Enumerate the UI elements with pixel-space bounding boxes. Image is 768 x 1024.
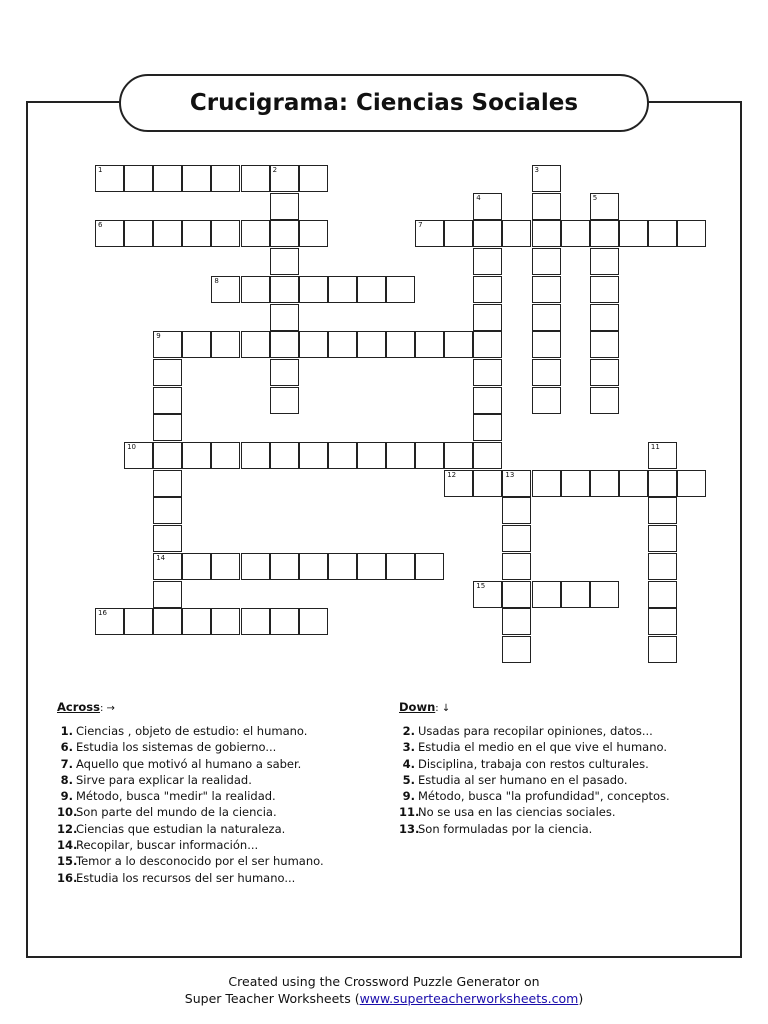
crossword-cell[interactable] xyxy=(386,553,415,580)
cell-number: 10 xyxy=(127,443,137,451)
crossword-cell[interactable] xyxy=(648,442,677,469)
down-clue xyxy=(399,821,739,837)
clue-text: Son formuladas por la ciencia. xyxy=(418,821,593,836)
crossword-cell[interactable] xyxy=(328,553,357,580)
crossword-cell[interactable] xyxy=(473,414,502,441)
crossword-cell[interactable] xyxy=(502,497,531,524)
down-clue xyxy=(399,772,739,788)
crossword-cell[interactable] xyxy=(124,165,153,192)
crossword-cell[interactable] xyxy=(241,608,270,635)
crossword-cell[interactable] xyxy=(473,359,502,386)
clue-text: Temor a lo desconocido por el ser humano. xyxy=(76,854,324,869)
crossword-cell[interactable] xyxy=(299,553,328,580)
crossword-cell[interactable] xyxy=(590,581,619,608)
crossword-cell[interactable] xyxy=(153,165,182,192)
crossword-cell[interactable] xyxy=(241,220,270,247)
crossword-cell[interactable] xyxy=(619,220,648,247)
crossword-cell[interactable] xyxy=(211,165,240,192)
cell-number: 13 xyxy=(505,470,515,479)
clue-number: 9. xyxy=(60,789,73,804)
crossword-cell[interactable] xyxy=(648,608,677,635)
crossword-cell[interactable] xyxy=(415,442,444,469)
crossword-cell[interactable] xyxy=(182,608,211,635)
clue-number: 6. xyxy=(60,740,73,755)
crossword-cell[interactable] xyxy=(473,276,502,303)
crossword-cell[interactable] xyxy=(648,553,677,580)
clue-number: 10. xyxy=(57,805,78,820)
crossword-cell[interactable] xyxy=(153,359,182,386)
down-clues xyxy=(399,700,739,837)
across-heading: Across xyxy=(57,700,100,714)
crossword-cell[interactable] xyxy=(502,608,531,635)
clue-number: 14. xyxy=(57,838,78,853)
crossword-cell[interactable] xyxy=(677,220,706,247)
crossword-cell[interactable] xyxy=(532,248,561,275)
crossword-cell[interactable] xyxy=(270,387,299,414)
crossword-cell[interactable] xyxy=(590,193,619,220)
crossword-cell[interactable] xyxy=(473,331,502,358)
crossword-cell[interactable] xyxy=(95,165,124,192)
cell-number: 3 xyxy=(534,166,539,174)
crossword-cell[interactable] xyxy=(328,331,357,358)
crossword-cell[interactable] xyxy=(211,276,240,303)
clue-text: Estudia el medio en el que vive el humano. xyxy=(418,740,667,755)
cell-number: 12 xyxy=(447,470,457,479)
crossword-cell[interactable] xyxy=(182,220,211,247)
crossword-cell[interactable] xyxy=(648,581,677,608)
crossword-cell[interactable] xyxy=(473,193,502,220)
crossword-cell[interactable] xyxy=(270,193,299,220)
crossword-cell[interactable] xyxy=(124,442,153,469)
crossword-cell[interactable] xyxy=(473,220,502,247)
cell-number: 6 xyxy=(98,221,103,230)
clue-text: Ciencias que estudian la naturaleza. xyxy=(76,821,286,836)
crossword-cell[interactable] xyxy=(124,608,153,635)
clue-number: 9. xyxy=(402,789,415,804)
crossword-cell[interactable] xyxy=(561,220,590,247)
clue-text: Recopilar, buscar información... xyxy=(76,838,259,853)
crossword-cell[interactable] xyxy=(241,442,270,469)
clue-number: 3. xyxy=(402,740,415,755)
crossword-cell[interactable] xyxy=(415,331,444,358)
crossword-cell[interactable] xyxy=(473,470,502,497)
crossword-cell[interactable] xyxy=(270,248,299,275)
clue-text: Usadas para recopilar opiniones, datos... xyxy=(418,724,653,738)
across-clue-list xyxy=(57,723,387,886)
crossword-cell[interactable] xyxy=(299,165,328,192)
cell-number: 11 xyxy=(650,443,660,451)
crossword-cell[interactable] xyxy=(532,304,561,331)
crossword-cell[interactable] xyxy=(473,581,502,608)
crossword-cell[interactable] xyxy=(270,165,299,192)
crossword-cell[interactable] xyxy=(153,442,182,469)
across-clue xyxy=(57,804,387,820)
crossword-cell[interactable] xyxy=(153,220,182,247)
crossword-cell[interactable] xyxy=(648,220,677,247)
crossword-cell[interactable] xyxy=(153,331,182,358)
across-clue xyxy=(57,870,387,886)
crossword-cell[interactable] xyxy=(182,553,211,580)
crossword-cell[interactable] xyxy=(561,581,590,608)
crossword-cell[interactable] xyxy=(328,276,357,303)
crossword-cell[interactable] xyxy=(270,276,299,303)
across-clue xyxy=(57,853,387,869)
crossword-cell[interactable] xyxy=(299,220,328,247)
crossword-cell[interactable] xyxy=(415,220,444,247)
crossword-cell[interactable] xyxy=(270,608,299,635)
credit-line-2 xyxy=(0,990,768,1007)
crossword-cell[interactable] xyxy=(415,553,444,580)
crossword-cell[interactable] xyxy=(590,220,619,247)
clue-text: Estudia al ser humano en el pasado. xyxy=(418,772,628,787)
clue-text: Aquello que motivó al humano a saber. xyxy=(76,756,302,771)
cell-number: 1 xyxy=(98,166,103,174)
across-clue xyxy=(57,788,387,804)
crossword-cell[interactable] xyxy=(299,608,328,635)
page-title: Crucigrama: Ciencias Sociales xyxy=(189,90,579,116)
clue-number: 4. xyxy=(402,756,415,771)
clue-text: Disciplina, trabaja con restos culturales. xyxy=(418,756,649,771)
crossword-cell[interactable] xyxy=(532,220,561,247)
crossword-cell[interactable] xyxy=(211,553,240,580)
crossword-cell[interactable] xyxy=(153,608,182,635)
crossword-cell[interactable] xyxy=(241,331,270,358)
crossword-cell[interactable] xyxy=(648,497,677,524)
cell-number: 4 xyxy=(476,193,481,202)
clue-number: 2. xyxy=(402,724,415,738)
crossword-cell[interactable] xyxy=(328,442,357,469)
crossword-cell[interactable] xyxy=(182,331,211,358)
cell-number: 16 xyxy=(98,609,107,618)
credit-prefix: Super Teacher Worksheets ( xyxy=(184,991,360,1006)
cell-number: 2 xyxy=(272,166,278,174)
clue-text: Sirve para explicar la realidad. xyxy=(76,772,252,787)
down-arrow: : ↓ xyxy=(435,703,451,714)
crossword-cell[interactable] xyxy=(357,553,386,580)
across-clues xyxy=(57,700,387,886)
crossword-cell[interactable] xyxy=(211,442,240,469)
crossword-cell[interactable] xyxy=(532,165,561,192)
crossword-cell[interactable] xyxy=(211,220,240,247)
crossword-cell[interactable] xyxy=(648,636,677,663)
across-clue xyxy=(57,739,387,755)
crossword-cell[interactable] xyxy=(386,331,415,358)
crossword-cell[interactable] xyxy=(532,359,561,386)
crossword-cell[interactable] xyxy=(473,248,502,275)
crossword-cell[interactable] xyxy=(386,276,415,303)
crossword-cell[interactable] xyxy=(590,331,619,358)
crossword-cell[interactable] xyxy=(299,442,328,469)
clue-text: Estudia los sistemas de gobierno... xyxy=(76,740,277,755)
crossword-cell[interactable] xyxy=(270,359,299,386)
crossword-cell[interactable] xyxy=(241,276,270,303)
crossword-cell[interactable] xyxy=(532,331,561,358)
crossword-cell[interactable] xyxy=(386,442,415,469)
clue-number: 12. xyxy=(57,821,78,836)
down-clue xyxy=(399,723,739,739)
across-arrow: : → xyxy=(99,703,115,714)
clue-number: 15. xyxy=(57,854,78,869)
crossword-cell[interactable] xyxy=(444,442,473,469)
clue-number: 13. xyxy=(399,821,420,836)
crossword-cell[interactable] xyxy=(502,525,531,552)
crossword-cell[interactable] xyxy=(270,331,299,358)
crossword-cell[interactable] xyxy=(270,553,299,580)
crossword-cell[interactable] xyxy=(153,525,182,552)
crossword-cell[interactable] xyxy=(124,220,153,247)
across-clue xyxy=(57,837,387,853)
clue-text: No se usa en las ciencias sociales. xyxy=(418,805,616,820)
clue-number: 7. xyxy=(60,756,73,771)
crossword-cell[interactable] xyxy=(153,387,182,414)
crossword-cell[interactable] xyxy=(677,470,706,497)
crossword-cell[interactable] xyxy=(270,304,299,331)
clue-text: Ciencias , objeto de estudio: el humano. xyxy=(76,724,308,738)
across-clue xyxy=(57,723,387,739)
down-clue xyxy=(399,804,739,820)
crossword-cell[interactable] xyxy=(532,581,561,608)
down-heading: Down xyxy=(399,700,436,714)
crossword-cell[interactable] xyxy=(473,387,502,414)
credit-footer xyxy=(0,973,768,1007)
across-clue xyxy=(57,821,387,837)
crossword-cell[interactable] xyxy=(648,525,677,552)
crossword-cell[interactable] xyxy=(590,359,619,386)
crossword-cell[interactable] xyxy=(502,470,531,497)
credit-line-1: Created using the Crossword Puzzle Generator on xyxy=(228,974,540,989)
crossword-cell[interactable] xyxy=(532,276,561,303)
crossword-cell[interactable] xyxy=(211,608,240,635)
crossword-cell[interactable] xyxy=(590,470,619,497)
cell-number: 5 xyxy=(592,193,598,202)
cell-number: 14 xyxy=(156,553,166,562)
clue-number: 1. xyxy=(60,724,73,738)
crossword-cell[interactable] xyxy=(95,220,124,247)
crossword-cell[interactable] xyxy=(357,442,386,469)
crossword-cell[interactable] xyxy=(648,470,677,497)
crossword-cell[interactable] xyxy=(590,276,619,303)
crossword-cell[interactable] xyxy=(590,304,619,331)
crossword-cell[interactable] xyxy=(357,276,386,303)
clue-text: Son parte del mundo de la ciencia. xyxy=(76,805,277,820)
crossword-cell[interactable] xyxy=(473,304,502,331)
crossword-cell[interactable] xyxy=(299,331,328,358)
clue-number: 8. xyxy=(60,772,73,787)
crossword-cell[interactable] xyxy=(502,220,531,247)
crossword-cell[interactable] xyxy=(241,165,270,192)
crossword-cell[interactable] xyxy=(502,636,531,663)
crossword-cell[interactable] xyxy=(444,220,473,247)
down-clue xyxy=(399,756,739,772)
crossword-cell[interactable] xyxy=(95,608,124,635)
crossword-cell[interactable] xyxy=(153,470,182,497)
clue-text: Método, busca "medir" la realidad. xyxy=(76,789,276,804)
crossword-cell[interactable] xyxy=(153,553,182,580)
across-clue xyxy=(57,756,387,772)
crossword-cell[interactable] xyxy=(270,220,299,247)
crossword-cell[interactable] xyxy=(153,497,182,524)
credit-link[interactable]: www.superteacherworksheets.com xyxy=(359,991,579,1006)
crossword-cell[interactable] xyxy=(590,248,619,275)
crossword-cell[interactable] xyxy=(590,387,619,414)
crossword-cell[interactable] xyxy=(532,470,561,497)
down-clue xyxy=(399,788,739,804)
cell-number: 9 xyxy=(156,332,161,341)
across-clue xyxy=(57,772,387,788)
down-clue xyxy=(399,739,739,755)
clue-number: 5. xyxy=(402,772,415,787)
cell-number: 7 xyxy=(418,221,423,230)
clue-number: 16. xyxy=(57,870,78,885)
crossword-cell[interactable] xyxy=(182,442,211,469)
crossword-cell[interactable] xyxy=(473,442,502,469)
clue-text: Estudia los recursos del ser humano... xyxy=(76,870,296,885)
crossword-cell[interactable] xyxy=(532,387,561,414)
crossword-cell[interactable] xyxy=(444,331,473,358)
crossword-cell[interactable] xyxy=(211,331,240,358)
crossword-cell[interactable] xyxy=(241,553,270,580)
crossword-cell[interactable] xyxy=(153,581,182,608)
crossword-cell[interactable] xyxy=(357,331,386,358)
crossword-cell[interactable] xyxy=(502,581,531,608)
crossword-cell[interactable] xyxy=(182,165,211,192)
crossword-cell[interactable] xyxy=(532,193,561,220)
crossword-cell[interactable] xyxy=(299,276,328,303)
crossword-cell[interactable] xyxy=(270,442,299,469)
clue-number: 11. xyxy=(399,805,420,820)
crossword-cell[interactable] xyxy=(561,470,590,497)
cell-number: 15 xyxy=(476,581,486,590)
crossword-cell[interactable] xyxy=(619,470,648,497)
clue-text: Método, busca "la profundidad", conceptos. xyxy=(418,789,670,804)
down-clue-list xyxy=(399,723,739,837)
credit-suffix: ) xyxy=(578,991,584,1006)
crossword-cell[interactable] xyxy=(444,470,473,497)
crossword-cell[interactable] xyxy=(502,553,531,580)
cell-number: 8 xyxy=(214,276,219,285)
crossword-cell[interactable] xyxy=(153,414,182,441)
